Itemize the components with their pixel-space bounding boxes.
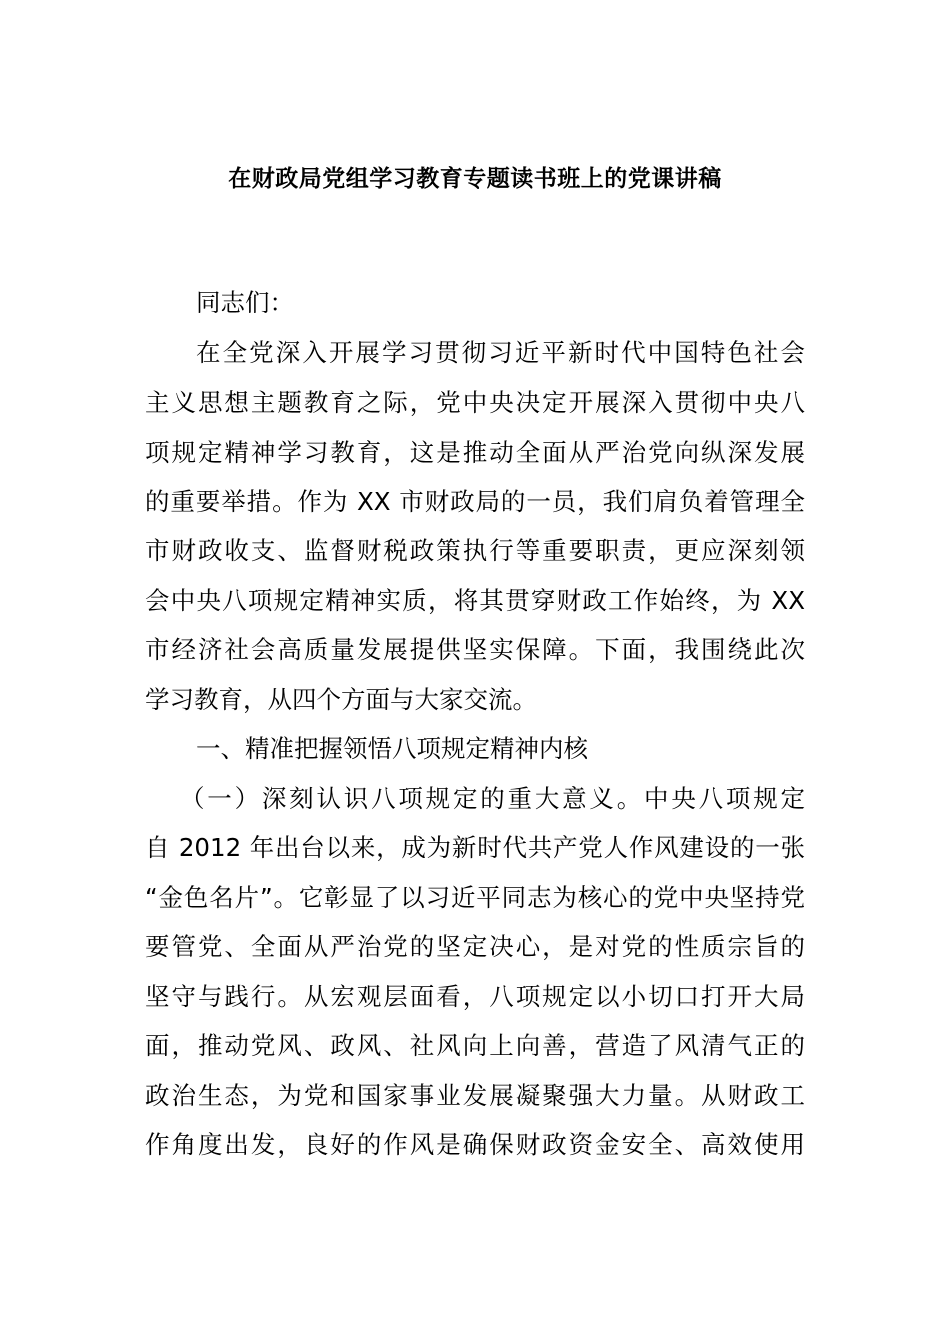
paragraph-line: 会中央八项规定精神实质，将其贯穿财政工作始终，为 XX	[145, 586, 805, 615]
paragraph-line: 市经济社会高质量发展提供坚实保障。下面，我围绕此次	[145, 635, 805, 664]
paragraph-line: 市财政收支、监督财税政策执行等重要职责，更应深刻领	[145, 536, 805, 565]
paragraph-line: 自 2012 年出台以来，成为新时代共产党人作风建设的一张	[145, 833, 805, 862]
paragraph-line: 的重要举措。作为 XX 市财政局的一员，我们肩负着管理全	[145, 487, 805, 516]
paragraph-line: 学习教育，从四个方面与大家交流。	[145, 685, 537, 714]
subsection-heading-line: （一）深刻认识八项规定的重大意义。中央八项规定	[180, 784, 805, 813]
paragraph-line: 政治生态，为党和国家事业发展凝聚强大力量。从财政工	[145, 1081, 805, 1110]
section-heading: 一、精准把握领悟八项规定精神内核	[196, 734, 588, 763]
document-title: 在财政局党组学习教育专题读书班上的党课讲稿	[228, 166, 722, 192]
paragraph-line: 作角度出发，良好的作风是确保财政资金安全、高效使用	[145, 1130, 805, 1159]
paragraph-line: 主义思想主题教育之际，党中央决定开展深入贯彻中央八	[145, 388, 805, 417]
paragraph-line: “金色名片”。它彰显了以习近平同志为核心的党中央坚持党	[145, 883, 805, 912]
paragraph-line: 面，推动党风、政风、社风向上向善，营造了风清气正的	[145, 1031, 805, 1060]
salutation: 同志们：	[196, 288, 294, 317]
paragraph-line: 在全党深入开展学习贯彻习近平新时代中国特色社会	[196, 338, 805, 367]
paragraph-line: 坚守与践行。从宏观层面看，八项规定以小切口打开大局	[145, 982, 805, 1011]
paragraph-line: 要管党、全面从严治党的坚定决心，是对党的性质宗旨的	[145, 932, 805, 961]
paragraph-line: 项规定精神学习教育，这是推动全面从严治党向纵深发展	[145, 438, 805, 467]
